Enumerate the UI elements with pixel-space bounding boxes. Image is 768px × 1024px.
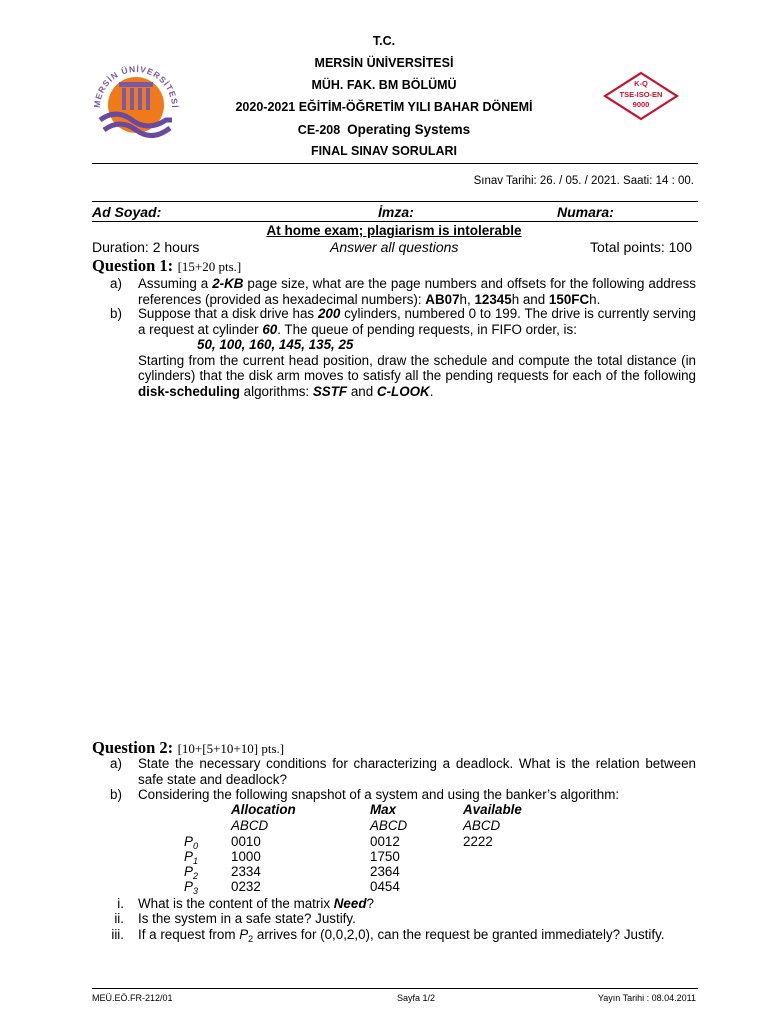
question-2a	[110, 756, 696, 787]
question-1a-text: Assuming a 2-KB page size, what are the page numbers and offsets for the following address references (provided as hexadecimal numbers): AB07h, 12345h and 150FCh.	[138, 276, 697, 307]
question-1-title	[92, 256, 241, 276]
max-cell: 1750	[370, 849, 400, 864]
item-label: ii.	[114, 911, 124, 926]
fields-top-rule	[92, 201, 698, 202]
question-2b-text: Considering the following snapshot of a system and using the banker’s algorithm:	[138, 787, 620, 802]
process-label: $P_1$	[184, 849, 198, 866]
max-cell: 2364	[370, 864, 400, 879]
question-1b	[110, 306, 696, 399]
question-2-points: [10+[5+10+10] pts.]	[177, 741, 285, 756]
allocation-cell: 0232	[231, 879, 261, 894]
item-label: iii.	[111, 927, 124, 942]
question-2-title	[92, 738, 284, 758]
question-2b-iii: iii. If a request from $P_2$ arrives for (0,0,2,0), can the request be granted immediately? Justify.	[111, 927, 665, 944]
total-points: Total points: 100	[590, 239, 692, 255]
question-2b	[110, 787, 696, 803]
question-1a	[110, 276, 696, 307]
item-label: b)	[110, 306, 122, 321]
allocation-cell: 2334	[231, 864, 261, 879]
header-course	[0, 122, 768, 137]
header-exam-title: FINAL SINAV SORULARI	[310, 144, 458, 158]
header-term: 2020-2021 EĞİTİM-ÖĞRETİM YILI BAHAR DÖNEMİ	[235, 100, 533, 114]
max-cell: 0012	[370, 834, 400, 849]
request-queue: 50, 100, 160, 145, 135, 25	[197, 337, 354, 352]
footer-form-code: MEÜ.EÖ.FR-212/01	[92, 993, 173, 1003]
name-field-label: Ad Soyad:	[92, 204, 162, 220]
allocation-cell: 1000	[231, 849, 261, 864]
header-rule	[92, 163, 698, 164]
max-cell: 0454	[370, 879, 400, 894]
item-label: i.	[117, 896, 124, 911]
column-header-allocation: Allocation	[231, 802, 296, 817]
column-header-available: Available	[463, 802, 522, 817]
question-1-points: [15+20 pts.]	[177, 259, 242, 274]
subheader-allocation: ABCD	[231, 818, 269, 833]
question-1-label: Question 1:	[92, 256, 174, 275]
instruction: Answer all questions	[330, 239, 459, 255]
allocation-cell: 0010	[231, 834, 261, 849]
signature-field-label: İmza:	[378, 204, 414, 220]
notice: At home exam; plagiarism is intolerable	[266, 223, 522, 238]
item-label: a)	[110, 756, 122, 771]
number-field-label: Numara:	[557, 204, 614, 220]
item-label: a)	[110, 276, 122, 291]
available-cell: 2222	[463, 834, 493, 849]
question-1b-text-2: Starting from the current head position, draw the schedule and compute the total distance (in cylinders) that the disk arm moves to satisfy all the pending requests for each of the following disk-scheduling algorithms: SSTF and C-LOOK.	[138, 352, 696, 399]
header-university: MERSİN ÜNİVERSİTESİ	[314, 56, 454, 70]
header-tc: T.C.	[372, 34, 396, 48]
course-code: CE-208	[297, 123, 341, 137]
footer-publish-date: Yayın Tarihi : 08.04.2011	[597, 993, 696, 1003]
item-label: b)	[110, 787, 122, 802]
process-label: $P_2$	[184, 864, 198, 881]
fields-bottom-rule	[92, 221, 698, 222]
question-2b-ii: ii. Is the system in a safe state? Justify.	[114, 911, 356, 926]
process-label: $P_3$	[184, 879, 198, 896]
quality-line-1: K-Q	[634, 79, 648, 88]
footer-rule	[92, 988, 698, 989]
process-label: $P_0$	[184, 834, 198, 851]
question-2b-i: i. What is the content of the matrix Need?	[117, 896, 374, 911]
duration: Duration: 2 hours	[92, 239, 200, 255]
column-header-max: Max	[370, 802, 397, 817]
exam-date: Sınav Tarihi: 26. / 05. / 2021. Saati: 14 : 00.	[473, 175, 694, 187]
question-1b-text: Suppose that a disk drive has 200 cylinders, numbered 0 to 199. The drive is currently serving a request at cylinder 60. The queue of pending requests, in FIFO order, is:	[138, 306, 696, 337]
quality-line-2: TSE-ISO-EN	[619, 90, 663, 99]
header-faculty: MÜH. FAK. BM BÖLÜMÜ	[311, 78, 457, 92]
question-2a-text: State the necessary conditions for characterizing a deadlock. What is the relation between safe state and deadlock?	[138, 756, 696, 787]
logo-ring-text: MERSİN ÜNİVERSİTESİ	[91, 63, 181, 109]
subheader-max: ABCD	[370, 818, 408, 833]
question-2-label: Question 2:	[92, 738, 174, 757]
footer-page-number: Sayfa 1/2	[397, 993, 436, 1003]
quality-logo	[601, 70, 681, 122]
course-name: Operating Systems	[347, 122, 471, 137]
subheader-available: ABCD	[463, 818, 501, 833]
quality-line-3: 9000	[632, 100, 650, 109]
